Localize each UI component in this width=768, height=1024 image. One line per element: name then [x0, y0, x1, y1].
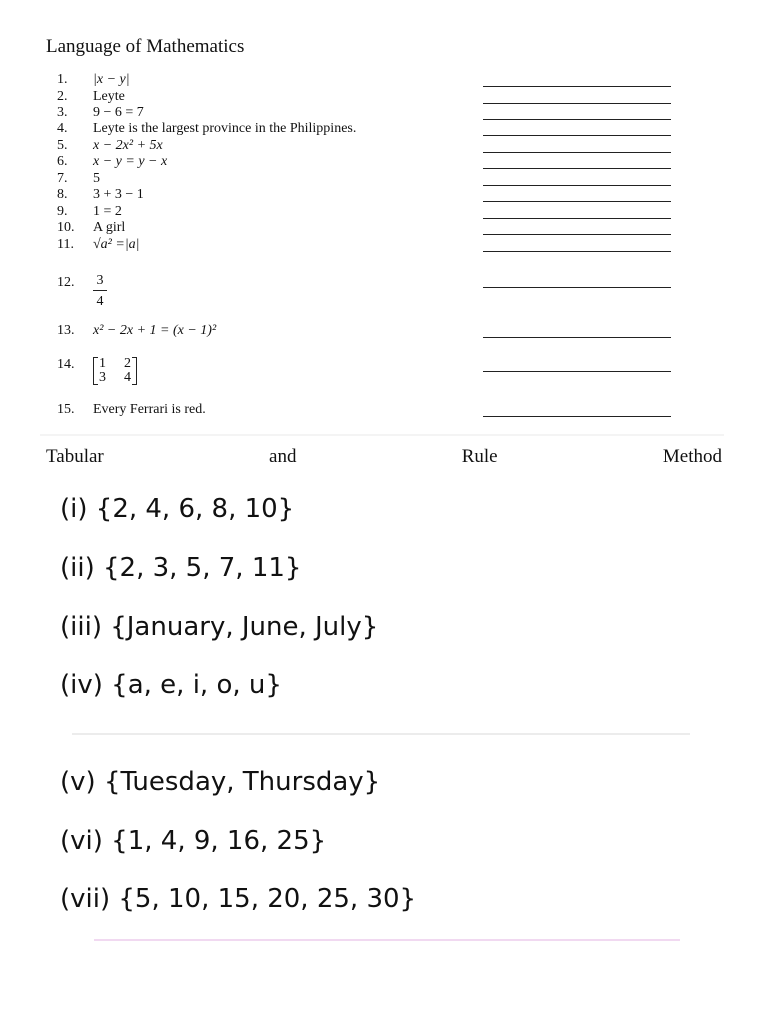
item-number: 5. [57, 138, 68, 153]
matrix-cell: 1 [99, 356, 106, 371]
set-item: (i) {2, 4, 6, 8, 10} [60, 494, 295, 524]
horizontal-rule [94, 939, 680, 941]
answer-blank[interactable] [483, 86, 671, 87]
answer-blank[interactable] [483, 416, 671, 417]
item-13 [57, 323, 673, 341]
item-number: 6. [57, 154, 68, 169]
item-text: A girl [93, 220, 126, 235]
item-text: x − 2x² + 5x [93, 138, 163, 153]
item-8 [57, 187, 673, 205]
item-1 [57, 72, 673, 90]
item-number: 2. [57, 89, 68, 104]
item-number: 7. [57, 171, 68, 186]
item-text: 1 = 2 [93, 204, 122, 219]
answer-blank[interactable] [483, 152, 671, 153]
answer-blank[interactable] [483, 168, 671, 169]
matrix-cell: 4 [124, 370, 131, 385]
item-15 [57, 402, 673, 420]
heading-word: Method [662, 446, 722, 467]
item-text: 5 [93, 171, 100, 186]
item-number: 4. [57, 121, 68, 136]
item-10 [57, 220, 673, 238]
item-14 [57, 357, 673, 387]
set-item: (iv) {a, e, i, o, u} [60, 670, 282, 700]
answer-blank[interactable] [483, 103, 671, 104]
section-divider [40, 434, 724, 436]
answer-blank[interactable] [483, 135, 671, 136]
item-number: 14. [57, 357, 75, 372]
matrix [93, 357, 137, 386]
heading-word: and [269, 446, 297, 467]
item-number: 11. [57, 237, 74, 252]
answer-blank[interactable] [483, 287, 671, 288]
item-number: 3. [57, 105, 68, 120]
answer-blank[interactable] [483, 234, 671, 235]
item-text: Leyte [93, 89, 125, 104]
set-item: (ii) {2, 3, 5, 7, 11} [60, 553, 302, 583]
item-number: 13. [57, 323, 75, 338]
page-title: Language of Mathematics [46, 36, 245, 57]
item-number: 10. [57, 220, 75, 235]
answer-blank[interactable] [483, 337, 671, 338]
item-text: 9 − 6 = 7 [93, 105, 144, 120]
item-text: Leyte is the largest province in the Philippines. [93, 121, 357, 136]
fraction-denominator: 4 [96, 294, 104, 309]
heading-word: Rule [461, 446, 498, 467]
heading-word: Tabular [46, 446, 104, 467]
item-number: 15. [57, 402, 75, 417]
item-11 [57, 237, 673, 255]
fraction-numerator: 3 [96, 273, 104, 288]
item-text: x² − 2x + 1 = (x − 1)² [93, 323, 217, 338]
fraction-bar [93, 290, 107, 291]
fraction [93, 273, 107, 310]
horizontal-rule [72, 733, 690, 735]
matrix-cell: 2 [124, 356, 131, 371]
item-text: √a² =|a| [93, 237, 140, 252]
section-heading [46, 446, 722, 468]
answer-blank[interactable] [483, 201, 671, 202]
answer-blank[interactable] [483, 185, 671, 186]
answer-blank[interactable] [483, 218, 671, 219]
answer-blank[interactable] [483, 251, 671, 252]
item-4 [57, 121, 673, 139]
matrix-cell: 3 [99, 370, 106, 385]
item-text: x − y = y − x [93, 154, 168, 169]
item-number: 9. [57, 204, 68, 219]
item-12 [57, 275, 673, 311]
item-number: 1. [57, 72, 68, 87]
set-item: (vi) {1, 4, 9, 16, 25} [60, 826, 327, 856]
item-number: 8. [57, 187, 68, 202]
set-item: (iii) {January, June, July} [60, 612, 379, 642]
item-number: 12. [57, 275, 75, 290]
item-text: 3 + 3 − 1 [93, 187, 144, 202]
set-item: (vii) {5, 10, 15, 20, 25, 30} [60, 884, 417, 914]
answer-blank[interactable] [483, 371, 671, 372]
answer-blank[interactable] [483, 119, 671, 120]
item-6 [57, 154, 673, 172]
item-text: |x − y| [93, 72, 130, 87]
item-text: Every Ferrari is red. [93, 402, 206, 417]
set-item: (v) {Tuesday, Thursday} [60, 767, 381, 797]
